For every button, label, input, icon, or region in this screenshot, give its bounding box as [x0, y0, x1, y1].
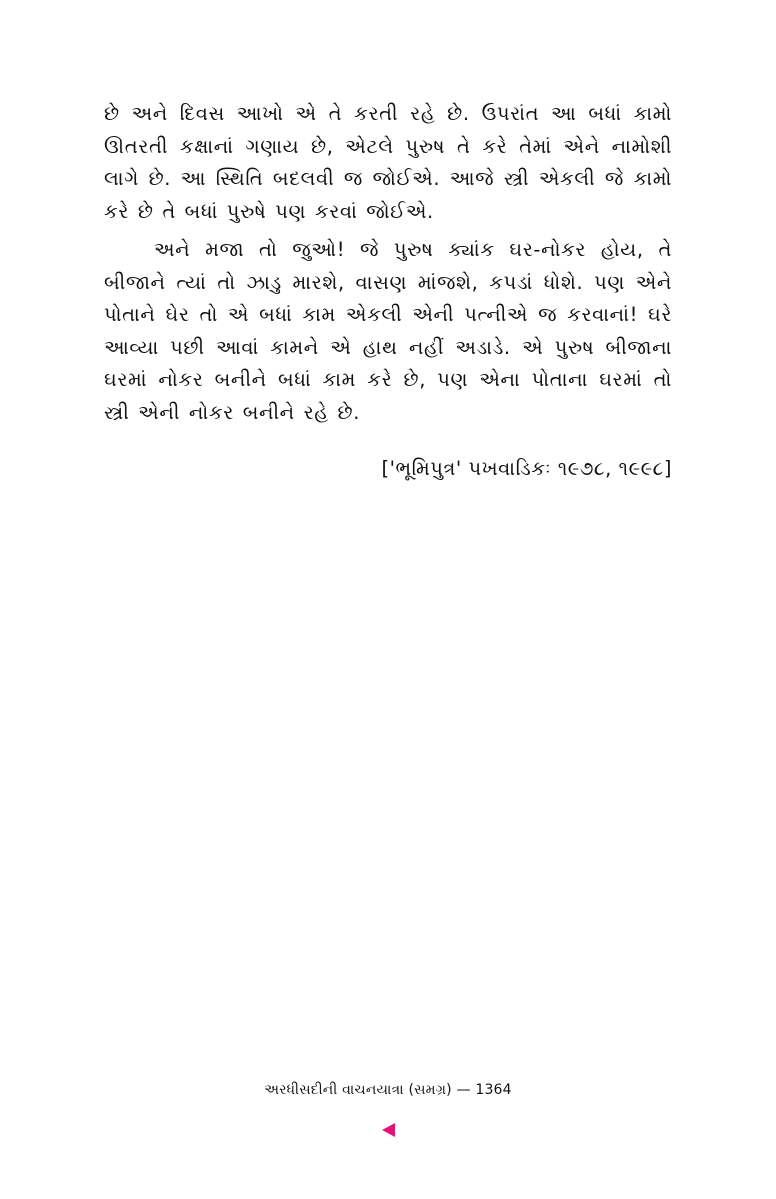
paragraph-2: અને મજા તો જુઓ! જે પુરુષ ક્યાંક ઘર-નોકર હોય, તે બીજાને ત્યાં તો ઝાડુ મારશે, વાસણ માંજશે, કપડાં ધોશે. પણ એને પોતાને ઘેર તો એ બધાં કામ એકલી એની પત્નીએ જ કરવાનાં! ઘરે આવ્યા પછી આવાં કામને એ હાથ નહીં અડાડે. એ પુરુષ બીજાના ઘરમાં નોકર બનીને બધાં કામ કરે છે, પણ એના પોતાના ઘરમાં તો સ્ત્રી એની નોકર બનીને રહે છે. — [104, 238, 672, 424]
triangle-left-shape — [382, 1123, 395, 1137]
page-footer — [0, 1080, 776, 1100]
footer-book-title: અરધીસદીની વાચનયાત્રા (સમગ્ર) — [264, 1082, 452, 1098]
paragraph-1: છે અને દિવસ આખો એ તે કરતી રહે છે. ઉપરાંત આ બધાં કામો ઊતરતી કક્ષાનાં ગણાય છે, એટલે પુરુષ તે કરે તેમાં એને નામોશી લાગે છે. આ સ્થિતિ બદલવી જ જોઈએ. આજે સ્ત્રી એકલી જે કામો કરે છે તે બધાં પુરુષે પણ કરવાં જોઈએ. — [104, 102, 672, 223]
source-citation: ['ભૂમિપુત્ર' પખવાડિકઃ ૧૯૭૮, ૧૯૯૮] — [381, 457, 672, 480]
triangle-left-icon[interactable] — [380, 1121, 396, 1139]
footer-page-number: 1364 — [475, 1082, 512, 1098]
body-text — [104, 98, 672, 429]
footer-separator: — — [456, 1082, 471, 1098]
